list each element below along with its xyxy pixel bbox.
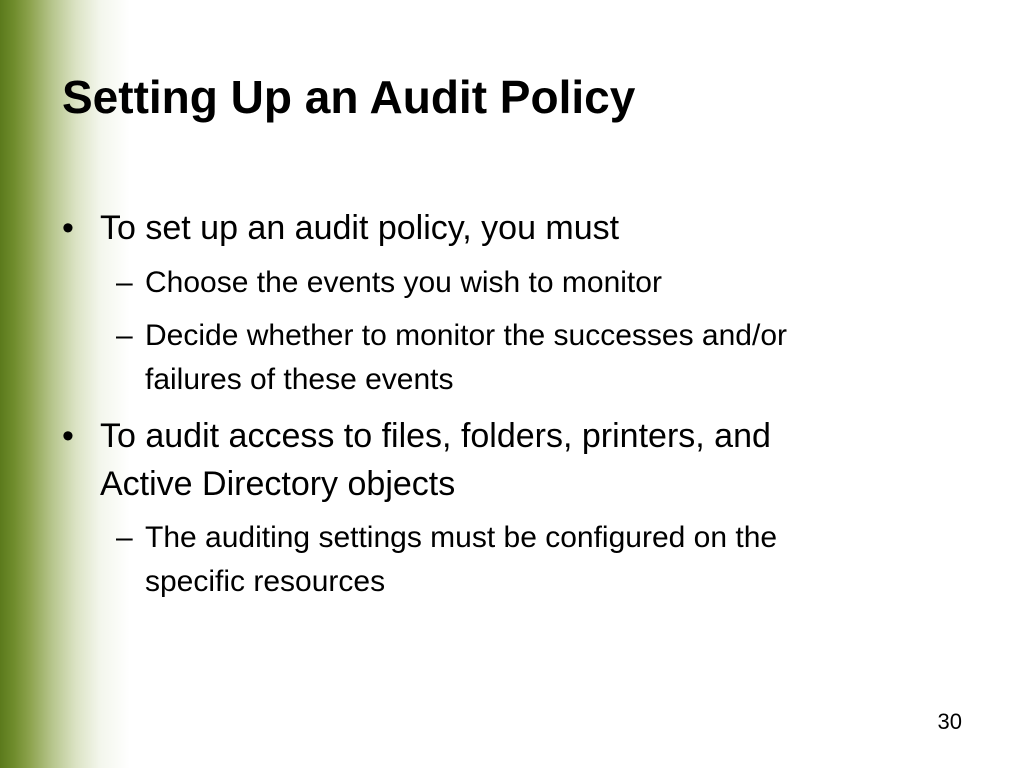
- slide-title: Setting Up an Audit Policy: [62, 71, 636, 123]
- slide-number: 30: [937, 709, 962, 734]
- sub-bullet-text-line: specific resources: [145, 565, 386, 598]
- bullet-text-line: To set up an audit policy, you must: [100, 209, 620, 247]
- sub-bullet-marker: –: [116, 521, 133, 554]
- sub-bullet-marker: –: [116, 319, 133, 352]
- sub-bullet-text-line: The auditing settings must be configured on the: [145, 521, 778, 554]
- bullet-text-line: To audit access to files, folders, printers, and: [100, 417, 771, 455]
- sub-bullet-text-line: Choose the events you wish to monitor: [145, 266, 662, 299]
- sub-bullet-marker: –: [116, 266, 133, 299]
- bullet-marker: •: [62, 417, 74, 455]
- bullet-text-line: Active Directory objects: [100, 465, 456, 503]
- bullet-marker: •: [62, 209, 74, 247]
- sub-bullet-text-line: failures of these events: [145, 363, 454, 396]
- sub-bullet-text-line: Decide whether to monitor the successes and/or: [145, 319, 787, 352]
